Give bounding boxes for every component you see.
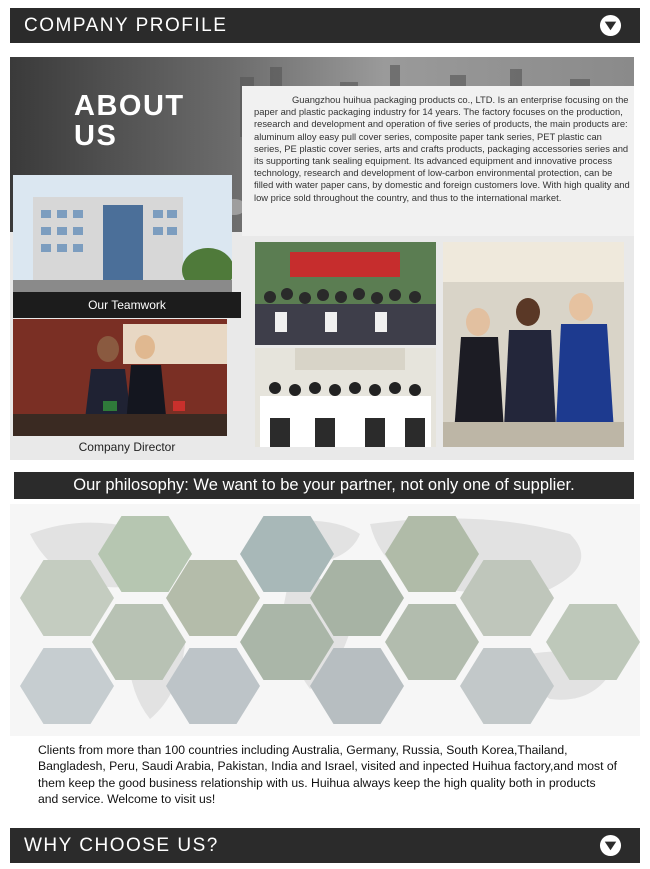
company-profile-header [10, 8, 640, 43]
group-photo-event [255, 242, 436, 345]
director-caption: Company Director [78, 440, 176, 454]
company-profile-title: COMPANY PROFILE [24, 15, 228, 36]
about-title: ABOUT US [74, 90, 185, 152]
chevron-down-icon[interactable] [599, 14, 622, 37]
about-description: Guangzhou huihua packaging products co., LTD. Is an enterprise focusing on the paper and plastic packaging industry for 14 years. The factory focuses on the production, research and development and operation of five series of products, the main products are: aluminum alloy easy pull cover series, composite paper tank series, PET plastic can series, PE plastic cover series, arts and crafts products, packaging accessories series and its supporting tank sealing equipment. Its advanced equipment and innovative process technology, research and development of low-carbon environmental protection, can be filled with water paper cans, by domestic and foreign customers love. With high quality and low price sold throughout the country, and thus to the international market. [254, 94, 630, 203]
why-choose-us-title: WHY CHOOSE US? [24, 835, 219, 856]
handshake-photo [443, 242, 624, 447]
clients-description: Clients from more than 100 countries including Australia, Germany, Russia, South Korea,Thailand, Bangladesh, Peru, Saudi Arabia, Pakistan, India and Israel, visited and inpected Huihua factory,and most of them keep the good business relationship with us. Huihua always keep the high quality both in products and service. Welcome to visit us! [38, 743, 618, 807]
group-photo-staff [255, 348, 436, 447]
company-director-photo [13, 319, 227, 436]
why-choose-us-header [10, 828, 640, 863]
office-building-photo [13, 175, 232, 292]
philosophy-banner: Our philosophy: We want to be your partner, not only one of supplier. [14, 472, 634, 499]
teamwork-caption: Our Teamwork [13, 292, 241, 318]
chevron-down-icon[interactable] [599, 834, 622, 857]
